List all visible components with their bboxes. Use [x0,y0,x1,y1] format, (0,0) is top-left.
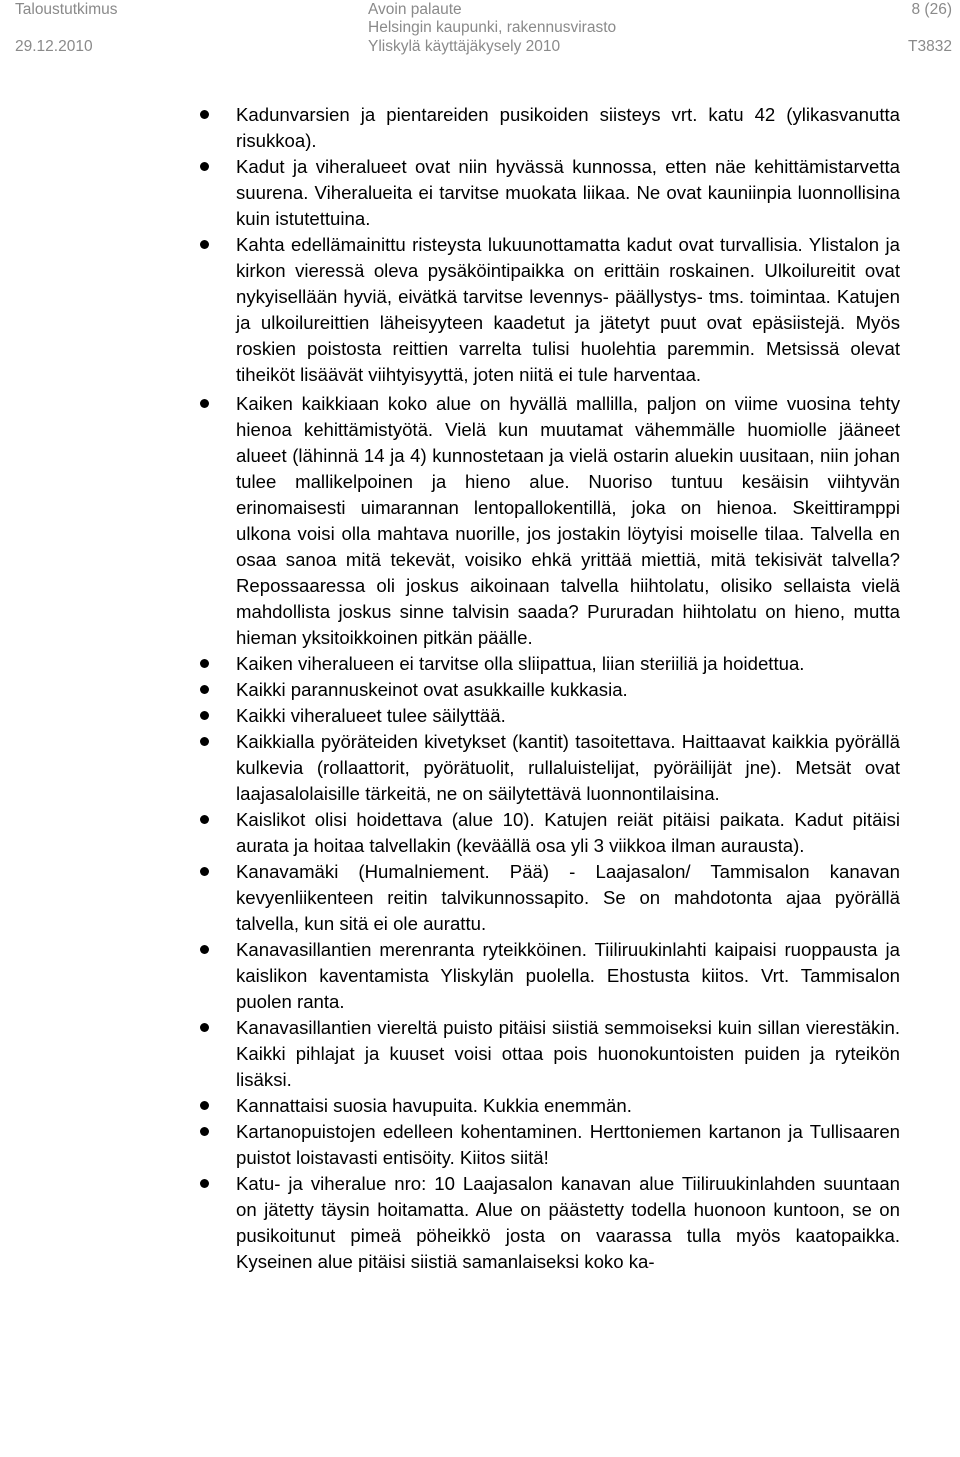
list-item-text: Kahta edellämainittu risteysta lukuunottamatta kadut ovat turvallisia. Ylistalon ja kirkon vieressä oleva pysäköintipaikka on erittäin roskainen. Ulkoilureitit ovat nykyisellään hyviä, eivätkä tarvitse levennys- päällystys- tms. toimintaa. Katujen ja ulkoilureittien läheisyyteen kaadetut ja jätetyt puut ovat epäsiistejä. Myös roskien poistosta reittien varrelta tulisi huolehtia paremmin. Metsissä olevat tiheiköt lisäävät viihtyisyyttä, joten niitä ei tule harventaa. [236,234,900,385]
list-item [0,729,900,807]
list-item [0,1119,900,1171]
bullet-icon [200,815,209,824]
bullet-icon [200,685,209,694]
list-item-text: Kanavasillantien merenranta ryteikköinen. Tiiliruukinlahti kaipaisi ruoppausta ja kaislikon kaventamista Yliskylän puolella. Ehostusta kiitos. Vrt. Tammisalon puolen ranta. [236,939,900,1012]
header-row-3 [0,37,960,57]
bullet-icon [200,110,209,119]
bullet-icon [200,1179,209,1188]
list-item-text: Kaikkialla pyöräteiden kivetykset (kantit) tasoitettava. Haittaavat kaikkia pyörällä kulkevia (rollaattorit, pyörätuolit, rullaluistelijat, pyöräilijät jne). Metsät ovat laajasalolaisille tärkeitä, ne on säilytettävä luonnontilaisina. [236,731,900,804]
list-item-text: Kannattaisi suosia havupuita. Kukkia enemmän. [236,1095,632,1116]
list-item [0,102,900,154]
bullet-icon [200,1101,209,1110]
bullet-icon [200,399,209,408]
project-code: T3832 [908,38,952,55]
list-item [0,859,900,937]
bullet-icon [200,711,209,720]
feedback-list [0,102,960,1275]
bullet-icon [200,1023,209,1032]
list-item-text: Kartanopuistojen edelleen kohentaminen. Herttoniemen kartanon ja Tullisaaren puistot loistavasti entisöity. Kiitos siitä! [236,1121,900,1168]
list-item [0,232,900,388]
bullet-icon [200,162,209,171]
bullet-icon [200,1127,209,1136]
document-body [0,102,960,1275]
list-item-text: Katu- ja viheralue nro: 10 Laajasalon kanavan alue Tiiliruukinlahden suuntaan on jätetty täysin hoitamatta. Alue on päästetty todella huonoon kuntoon, se on pusikoitunut pimeä pöheikkö josta on vaarassa tulla myös kaatopaikka. Kyseinen alue pitäisi siistiä samanlaiseksi koko ka- [236,1173,900,1272]
list-item-text: Kaislikot olisi hoidettava (alue 10). Katujen reiät pitäisi paikata. Kadut pitäisi aurata ja hoitaa talvellakin (keväällä osa yli 3 viikkoa ilman aurausta). [236,809,900,856]
document-category: Avoin palaute [368,1,462,18]
bullet-icon [200,737,209,746]
survey-title: Yliskylä käyttäjäkysely 2010 [368,38,561,55]
list-item [0,677,900,703]
document-date: 29.12.2010 [15,38,93,55]
list-item-text: Kaikki viheralueet tulee säilyttää. [236,705,506,726]
list-item [0,651,900,677]
list-item-text: Kanavamäki (Humalniement. Pää) - Laajasalon/ Tammisalon kanavan kevyenliikenteen reitin talvikunnossapito. Se on mahdotonta ajaa pyörällä talvella, kun sitä ei ole aurattu. [236,861,900,934]
list-item-text: Kaikki parannuskeinot ovat asukkaille kukkasia. [236,679,628,700]
list-item [0,807,900,859]
bullet-icon [200,659,209,668]
list-item-text: Kaiken kaikkiaan koko alue on hyvällä mallilla, paljon on viime vuosina tehty hienoa kehittämistyötä. Vielä kun muutamat vähemmälle huomiolle jääneet alueet (lähinnä 14 ja 4) kunnostetaan ja vielä ostarin aluekin uusitaan, niin johan tulee mallikelpoinen ja hieno alue. Nuoriso tuntuu kesäisin viihtyvän erinomaisesti uimarannan lentopallokentillä, joka on hienoa. Skeittiramppi ulkona voisi olla mahtava nuorille, jos jostakin löytyisi moiselle tilaa. Talvella en osaa sanoa mitä tekevät, voisiko ehkä yrittää miettiä, mitä tekisivät talvella? Repossaaressa oli joskus aikoinaan talvella hiihtolatu, olisiko sellaista vielä mahdollista joskus sinne talvisin saada? Pururadan hiihtolatu on hieno, mutta hieman yksitoikkoinen pitkän päälle. [236,393,900,648]
list-item [0,703,900,729]
list-item [0,937,900,1015]
bullet-icon [200,240,209,249]
list-item [0,1171,900,1275]
list-item-text: Kadunvarsien ja pientareiden pusikoiden siisteys vrt. katu 42 (ylikasvanutta risukkoa). [236,104,900,151]
list-item [0,1093,900,1119]
list-item-text: Kaiken viheralueen ei tarvitse olla sliipattua, liian steriiliä ja hoidettua. [236,653,805,674]
list-item [0,391,900,651]
list-item [0,1015,900,1093]
page-number: 8 (26) [911,1,952,18]
list-item-text: Kadut ja viheralueet ovat niin hyvässä kunnossa, etten näe kehittämistarvetta suurena. Viheralueita ei tarvitse muokata liikaa. Ne ovat kauniinpia luonnollisina kuin istutettuina. [236,156,900,229]
header-row-2 [0,18,960,38]
company-name: Taloustutkimus [15,1,118,18]
list-item-text: Kanavasillantien viereltä puisto pitäisi siistiä semmoiseksi kuin sillan vierestäkin. Kaikki pihlajat ja kuuset voisi ottaa pois huonokuntoisten puiden ja ryteikön lisäksi. [236,1017,900,1090]
list-item [0,154,900,232]
client-name: Helsingin kaupunki, rakennusvirasto [368,19,617,36]
bullet-icon [200,867,209,876]
page-header [0,0,960,60]
bullet-icon [200,945,209,954]
header-row-1 [0,0,960,20]
